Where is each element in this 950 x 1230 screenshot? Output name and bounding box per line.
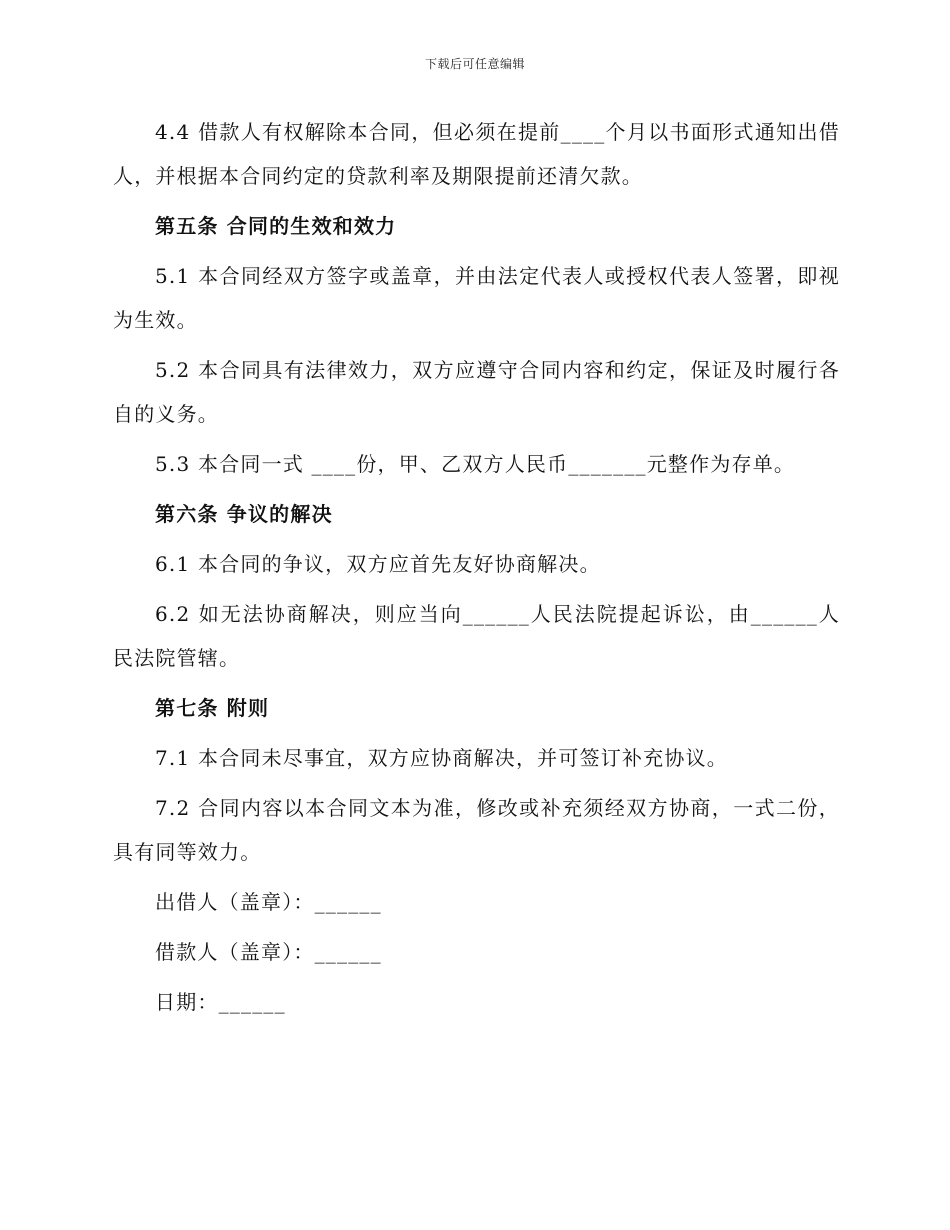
clause-5-3: 5.3 本合同一式 ____份，甲、乙双方人民币_______元整作为存单。 <box>155 452 796 476</box>
article-6-heading: 第六条 争议的解决 <box>155 502 333 526</box>
article-7-heading: 第七条 附则 <box>155 696 270 720</box>
signature-lender: 出借人（盖章）：______ <box>155 890 382 914</box>
document-body <box>113 110 840 1030</box>
clause-5-2: 5.2 本合同具有法律效力，双方应遵守合同内容和约定，保证及时履行各自的义务。 <box>113 358 840 426</box>
article-5-heading: 第五条 合同的生效和效力 <box>155 214 397 238</box>
clause-7-2: 7.2 合同内容以本合同文本为准，修改或补充须经双方协商，一式二份，具有同等效力。 <box>113 796 840 864</box>
clause-6-1: 6.1 本合同的争议，双方应首先友好协商解决。 <box>155 552 601 576</box>
page-header: 下载后可任意编辑 <box>424 57 525 71</box>
clause-5-1: 5.1 本合同经双方签字或盖章，并由法定代表人或授权代表人签署，即视为生效。 <box>113 264 840 332</box>
signature-date: 日期：______ <box>155 990 286 1014</box>
clause-4-4: 4.4 借款人有权解除本合同，但必须在提前____个月以书面形式通知出借人，并根据本合同约定的贷款利率及期限提前还清欠款。 <box>113 120 840 188</box>
clause-6-2: 6.2 如无法协商解决，则应当向______人民法院提起诉讼，由______人民法院管辖。 <box>113 602 840 670</box>
signature-borrower: 借款人（盖章）：______ <box>155 940 382 964</box>
clause-7-1: 7.1 本合同未尽事宜，双方应协商解决，并可签订补充协议。 <box>155 746 728 770</box>
